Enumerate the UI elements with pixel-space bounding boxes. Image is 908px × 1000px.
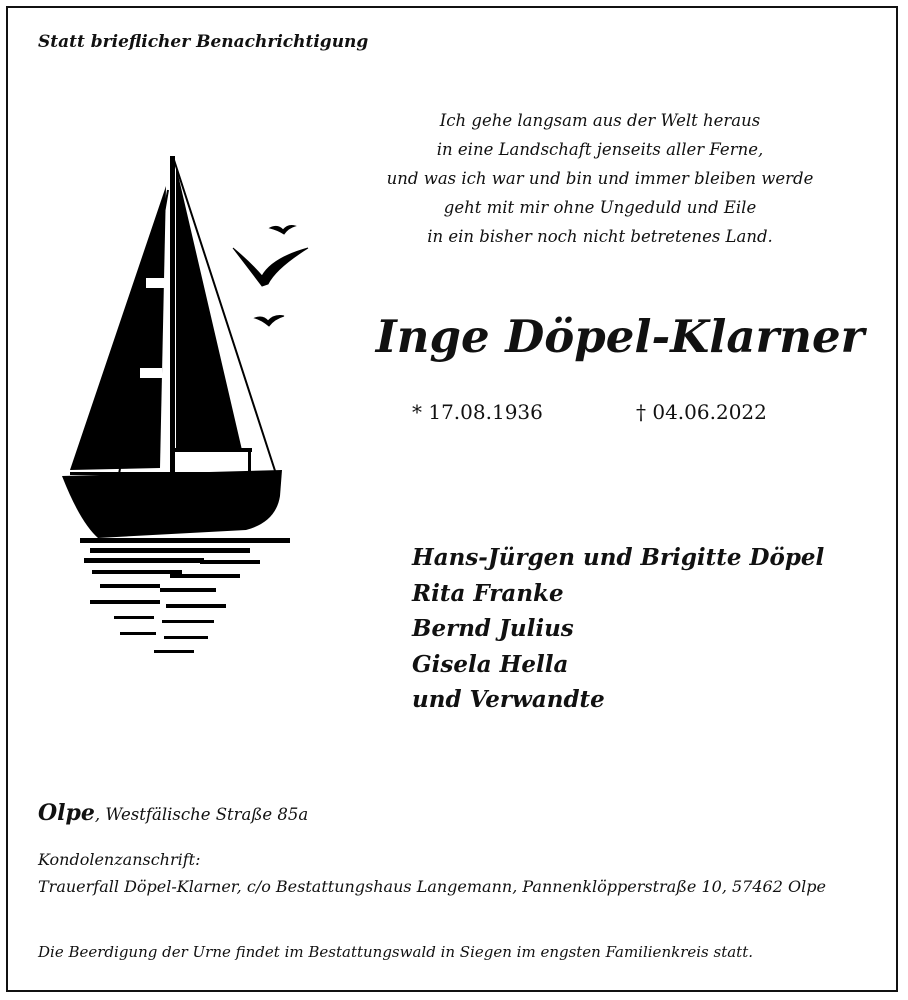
sailboat-with-seagulls-icon <box>50 150 310 670</box>
poem-line: Ich gehe langsam aus der Welt heraus <box>439 111 761 130</box>
mourner-name: Hans-Jürgen und Brigitte Döpel <box>412 544 825 571</box>
family-address <box>38 800 308 826</box>
funeral-note: Die Beerdigung der Urne findet im Bestattungswald in Siegen im engsten Familienkreis statt. <box>38 943 753 961</box>
poem-line: in ein bisher noch nicht betretenes Land. <box>427 227 773 246</box>
address-town: Olpe <box>38 800 95 826</box>
death-date: † 04.06.2022 <box>636 400 767 424</box>
poem-line: geht mit mir ohne Ungeduld und Eile <box>443 198 757 217</box>
birth-date: * 17.08.1936 <box>412 400 543 424</box>
condolence-label: Kondolenzanschrift: <box>38 850 201 869</box>
poem <box>330 106 870 251</box>
mourner-name: Rita Franke <box>412 579 564 607</box>
mourner-name: und Verwandte <box>412 686 605 713</box>
mourner-name: Bernd Julius <box>412 615 574 642</box>
poem-line: und was ich war und bin und immer bleiben werde <box>386 169 814 188</box>
poem-line: in eine Landschaft jenseits aller Ferne, <box>436 140 764 159</box>
deceased-name: Inge Döpel-Klarner <box>375 310 865 363</box>
mourners-list <box>412 540 824 718</box>
header-notice: Statt brieflicher Benachrichtigung <box>38 32 369 52</box>
condolence-address: Trauerfall Döpel-Klarner, c/o Bestattungshaus Langemann, Pannenklöpperstraße 10, 57462 Olpe <box>38 877 826 896</box>
address-street: , Westfälische Straße 85a <box>94 805 309 824</box>
mourner-name: Gisela Hella <box>412 650 569 678</box>
